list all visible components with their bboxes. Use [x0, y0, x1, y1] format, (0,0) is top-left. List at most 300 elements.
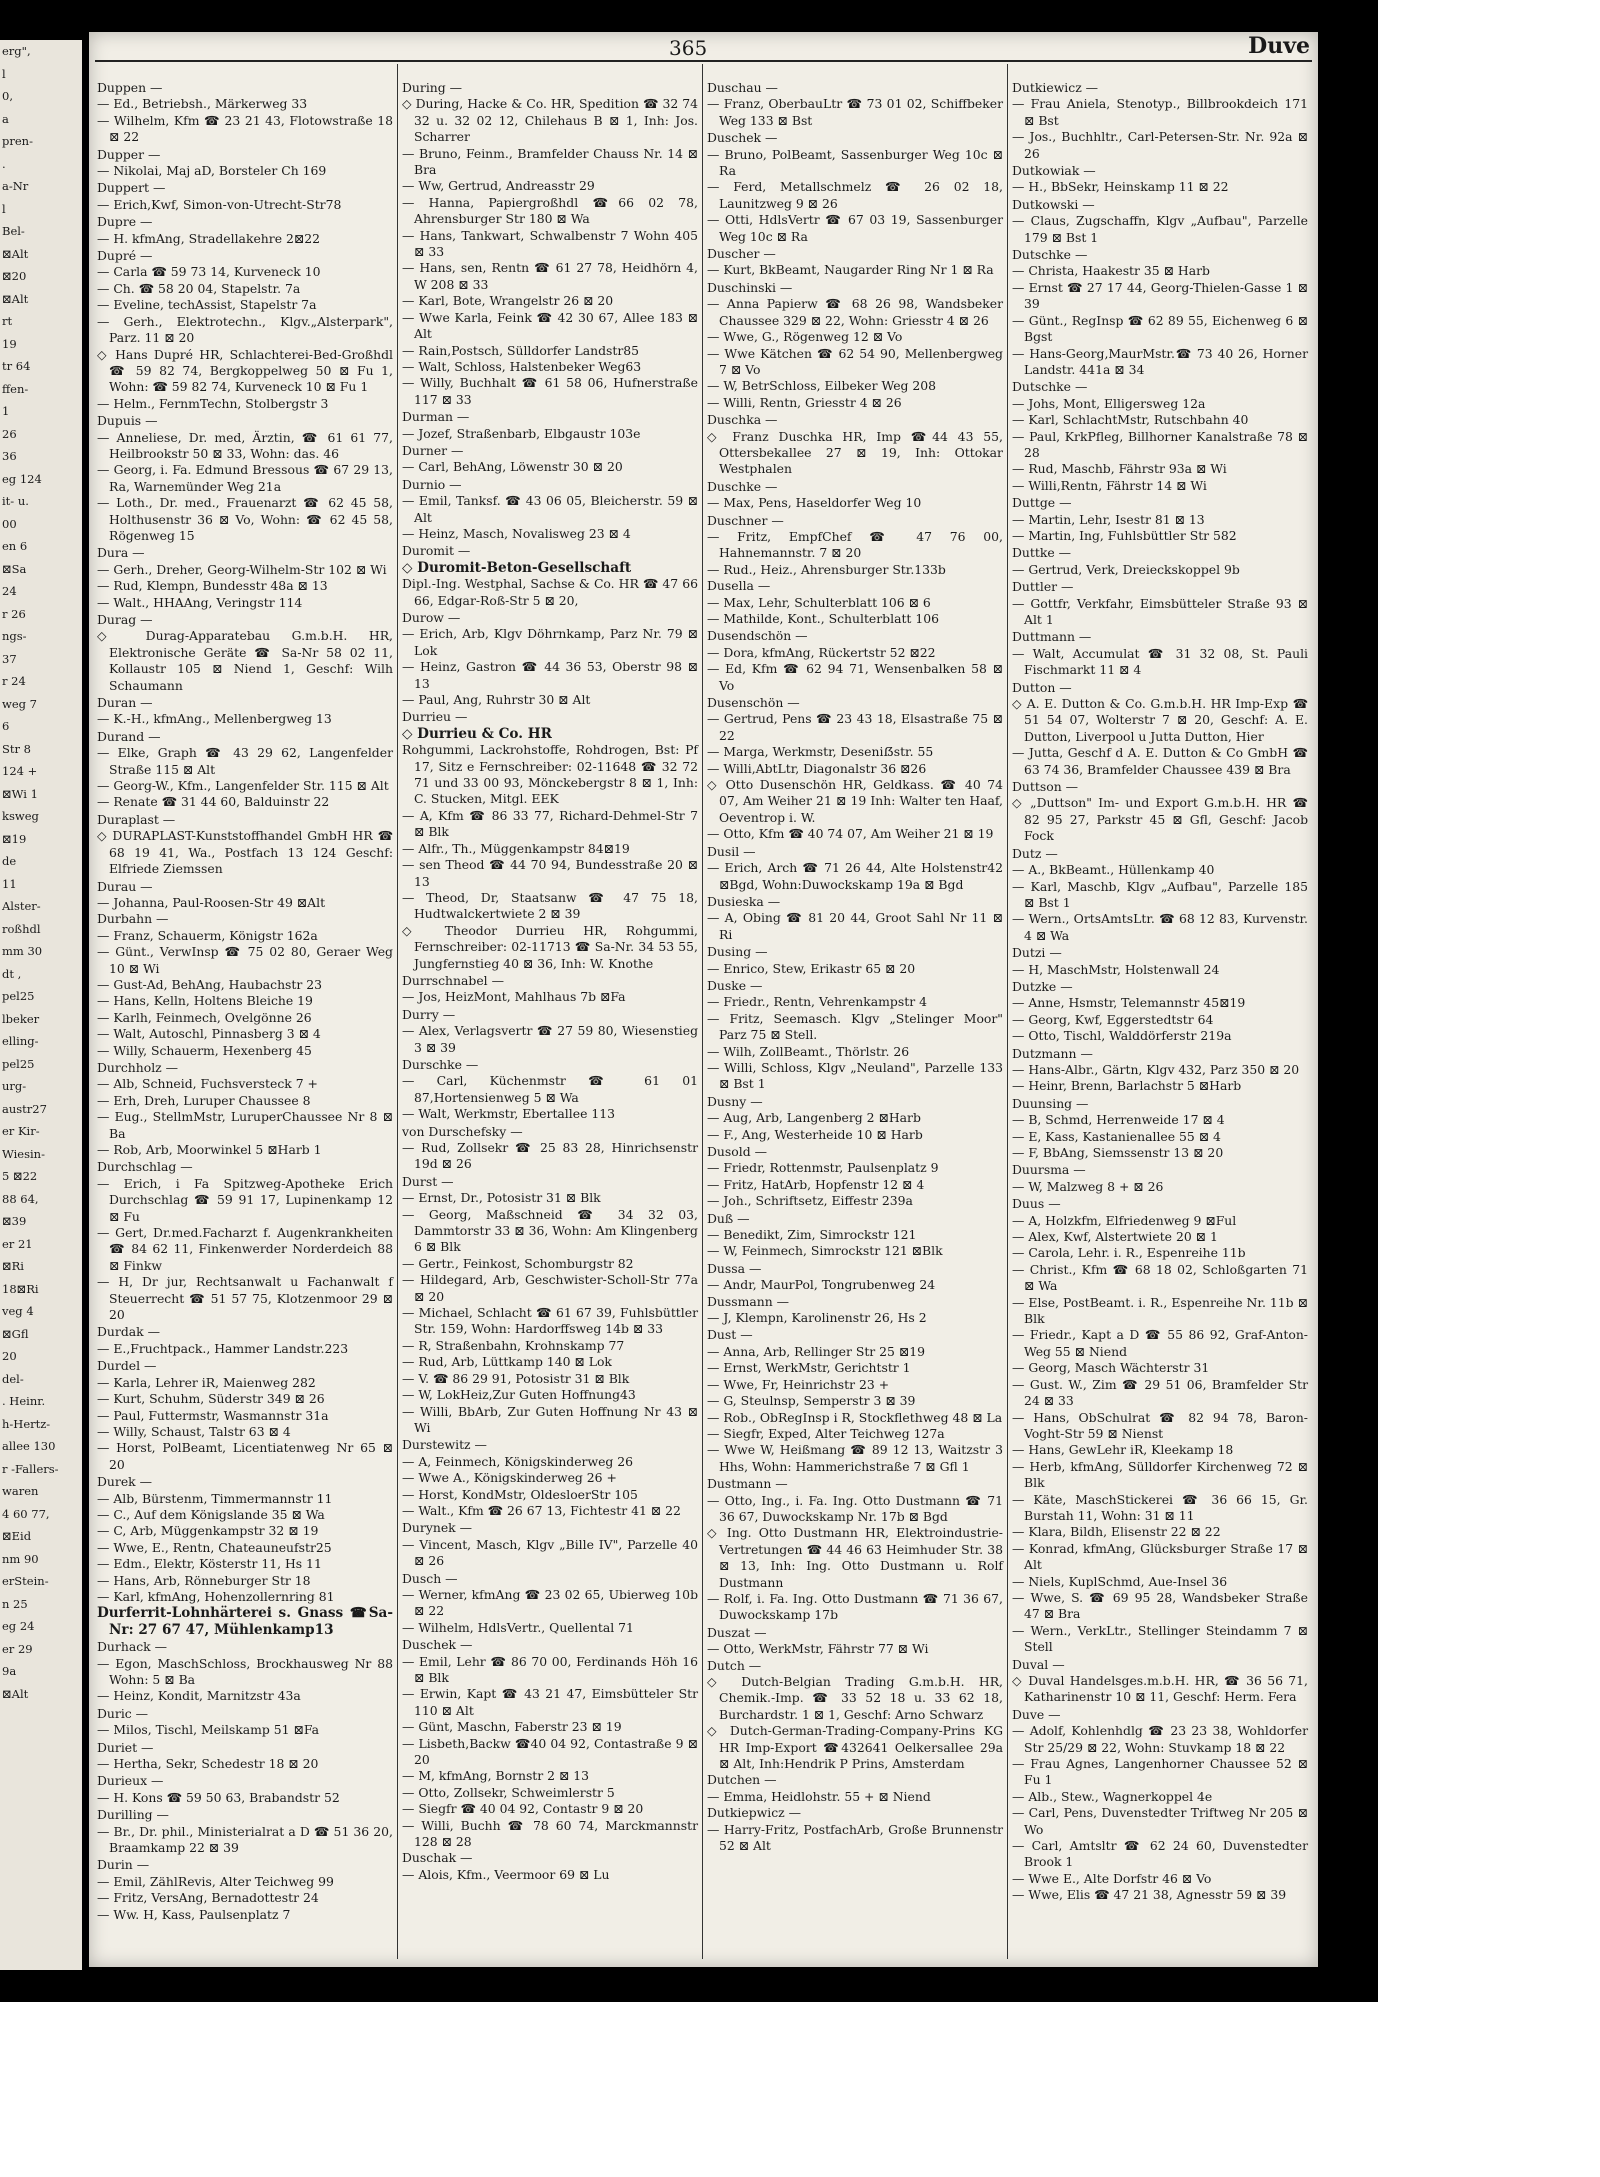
- directory-entry: — W, Feinmech, Simrockstr 121 ⊠Blk: [707, 1243, 943, 1259]
- directory-entry: — Heinz, Gastron ☎ 44 36 53, Oberstr 98 ⊠ 13: [402, 659, 698, 691]
- directory-entry: — Otto, Zollsekr, Schweimlerstr 5: [402, 1784, 615, 1800]
- directory-entry: — Wwe Kätchen ☎ 62 54 90, Mellenbergweg 7 ⊠ Vo: [707, 345, 1003, 377]
- adjacent-page-line: 5 ⊠22: [2, 1169, 38, 1183]
- column-divider: [1007, 64, 1008, 1959]
- directory-entry: — Paul, Ang, Ruhrstr 30 ⊠ Alt: [402, 692, 591, 708]
- directory-entry: — Anneliese, Dr. med, Ärztin, ☎ 61 61 77, Heilbrookstr 50 ⊠ 33, Wohn: das. 46: [97, 429, 393, 461]
- adjacent-page-line: .: [2, 156, 6, 171]
- surname-heading: Duske —: [707, 977, 763, 993]
- directory-entry: — Paul, KrkPfleg, Billhorner Kanalstraße 78 ⊠ 28: [1012, 428, 1308, 460]
- directory-entry: — Horst, PolBeamt, Licentiatenweg Nr 65 ⊠ 20: [97, 1440, 393, 1472]
- directory-entry: — Hertha, Sekr, Schedestr 18 ⊠ 20: [97, 1756, 319, 1772]
- directory-entry: — Max, Pens, Haseldorfer Weg 10: [707, 495, 922, 511]
- surname-heading: Dussmann —: [707, 1293, 790, 1309]
- adjacent-page-line: 00: [2, 516, 17, 531]
- directory-entry: — Hans, sen, Rentn ☎ 61 27 78, Heidhörn 4, W 208 ⊠ 33: [402, 260, 698, 292]
- directory-entry: — Mathilde, Kont., Schulterblatt 106: [707, 611, 940, 626]
- directory-entry: — Emil, Lehr ☎ 86 70 00, Ferdinands Höh 16 ⊠ Blk: [402, 1653, 698, 1685]
- directory-entry: — Nikolai, Maj aD, Borsteler Ch 169: [97, 163, 327, 179]
- surname-heading: Duromit —: [402, 543, 471, 559]
- directory-entry: — Ernst ☎ 27 17 44, Georg-Thielen-Gasse 1 ⊠ 39: [1012, 279, 1308, 312]
- directory-entry: — Willi, Schloss, Klgv „Neuland", Parzelle 133 ⊠ Bst 1: [707, 1059, 1003, 1092]
- adjacent-page-line: ksweg: [2, 809, 39, 823]
- surname-heading: Duraplast —: [97, 811, 176, 827]
- directory-entry: — Max, Lehr, Schulterblatt 106 ⊠ 6: [707, 594, 931, 610]
- surname-heading: Durow —: [402, 610, 461, 625]
- directory-entry: — H. kfmAng, Stradellakehre 2⊠22: [97, 230, 320, 246]
- directory-entry: — H, MaschMstr, Holstenwall 24: [1012, 961, 1220, 977]
- adjacent-page-line: austr27: [2, 1101, 47, 1116]
- directory-entry: — Horst, KondMstr, OldesloerStr 105: [402, 1486, 638, 1502]
- adjacent-page-line: ⊠Alt: [2, 246, 29, 261]
- directory-entry: — W, BetrSchloss, Eilbeker Weg 208: [707, 378, 937, 394]
- directory-entry: — Wilh, ZollBeamt., Thörlstr. 26: [707, 1043, 910, 1059]
- directory-entry: — Heinr, Brenn, Barlachstr 5 ⊠Harb: [1012, 1078, 1242, 1094]
- adjacent-page-line: Str 8: [2, 741, 31, 756]
- adjacent-page-line: weg 7: [2, 696, 37, 711]
- directory-entry: — Willy, Schauerm, Hexenberg 45: [97, 1042, 312, 1058]
- adjacent-page-line: l: [2, 66, 6, 81]
- surname-heading: Durhack —: [97, 1639, 167, 1655]
- directory-entry: — Elke, Graph ☎ 43 29 62, Langenfelder Straße 115 ⊠ Alt: [97, 745, 393, 777]
- adjacent-page-line: 4 60 77,: [2, 1506, 50, 1521]
- directory-entry: — Wwe, Elis ☎ 47 21 38, Agnesstr 59 ⊠ 39: [1012, 1887, 1287, 1903]
- directory-entry: — Friedr., Rentn, Vehrenkampstr 4: [707, 994, 927, 1010]
- directory-entry: — Wern., VerkLtr., Stellinger Steindamm 7 ⊠ Stell: [1012, 1622, 1308, 1655]
- surname-heading: Duttler —: [1012, 579, 1074, 595]
- surname-heading: During —: [402, 80, 463, 95]
- directory-entry: — Gertrud, Verk, Dreieckskoppel 9b: [1012, 561, 1240, 577]
- adjacent-page-line: 18⊠Ri: [2, 1281, 39, 1296]
- column-3: [705, 80, 1005, 1960]
- directory-entry: — Siegfr, Exped, Alter Teichweg 127a: [707, 1425, 945, 1441]
- directory-entry: — Erich,Kwf, Simon-von-Utrecht-Str78: [97, 196, 342, 212]
- surname-heading: Duttge —: [1012, 495, 1072, 511]
- directory-page: [89, 32, 1318, 1967]
- surname-heading: Durner —: [402, 442, 464, 458]
- directory-entry: — Hanna, Papiergroßhdl ☎66 02 78, Ahrensburger Str 180 ⊠ Wa: [402, 194, 698, 227]
- directory-entry: — Bruno, Feinm., Bramfelder Chauss Nr. 14 ⊠ Bra: [402, 145, 698, 178]
- directory-entry: — A, Holzkfm, Elfriedenweg 9 ⊠Ful: [1012, 1212, 1237, 1228]
- surname-heading: Dusil —: [707, 843, 756, 859]
- surname-heading: Duschek —: [707, 130, 778, 146]
- adjacent-page-line: er 29: [2, 1641, 33, 1656]
- directory-entry: — M, kfmAng, Bornstr 2 ⊠ 13: [402, 1768, 590, 1784]
- adjacent-page-line: pel25: [2, 1056, 35, 1071]
- surname-heading: Dutton —: [1012, 679, 1072, 695]
- directory-entry: — Wwe, G., Rögenweg 12 ⊠ Vo: [707, 329, 903, 345]
- surname-heading: Dutkowski —: [1012, 196, 1095, 212]
- directory-entry: — Franz, OberbauLtr ☎ 73 01 02, Schiffbeker Weg 133 ⊠ Bst: [707, 96, 1003, 128]
- adjacent-page-line: de: [2, 854, 17, 868]
- surname-heading: Durdak —: [97, 1324, 160, 1340]
- directory-entry: — Kurt, Schuhm, Süderstr 349 ⊠ 26: [97, 1391, 325, 1407]
- adjacent-page-line: 19: [2, 336, 17, 351]
- directory-entry: — Alb., Stew., Wagnerkoppel 4e: [1012, 1788, 1213, 1804]
- directory-entry: — Karl, SchlachtMstr, Rutschbahn 40: [1012, 412, 1249, 428]
- surname-heading: Duriet —: [97, 1739, 154, 1755]
- firm-entry: ◇ Durrieu & Co. HR: [402, 725, 552, 742]
- surname-heading: Durand —: [97, 728, 161, 744]
- directory-entry: — Enrico, Stew, Erikastr 65 ⊠ 20: [707, 960, 916, 976]
- adjacent-page-line: ⊠Alt: [2, 1686, 29, 1701]
- surname-heading: Durschke —: [402, 1056, 479, 1072]
- directory-entry: — Christa, Haakestr 35 ⊠ Harb: [1012, 263, 1210, 279]
- directory-entry: — Wern., OrtsAmtsLtr. ☎ 68 12 83, Kurvenstr. 4 ⊠ Wa: [1012, 911, 1308, 943]
- directory-entry: ◇ Dutch-German-Trading-Company-Prins KG HR Imp-Export ☎432641 Oelkersallee 29a ⊠ Alt, Inh:Hendrik P Prins, Amsterdam: [707, 1723, 1003, 1772]
- surname-heading: Duschinski —: [707, 279, 793, 295]
- directory-entry: — Kurt, BkBeamt, Naugarder Ring Nr 1 ⊠ Ra: [707, 262, 994, 278]
- surname-heading: Dutch —: [707, 1657, 762, 1673]
- directory-entry: — Erich, Arb, Klgv Döhrnkamp, Parz Nr. 79 ⊠ Lok: [402, 626, 698, 658]
- adjacent-page-line: 24: [2, 584, 17, 598]
- surname-heading: Dutz —: [1012, 845, 1058, 861]
- surname-heading: Durau —: [97, 878, 153, 894]
- directory-entry: Dipl.-Ing. Westphal, Sachse & Co. HR ☎ 47 66 66, Edgar-Roß-Str 5 ⊠ 20,: [402, 576, 698, 608]
- directory-entry: — Edm., Elektr, Kösterstr 11, Hs 11: [97, 1556, 322, 1572]
- directory-entry: ◇ Dutch-Belgian Trading G.m.b.H. HR, Chemik.-Imp. ☎ 33 52 18 u. 33 62 18, Burchardstr. 1 ⊠ 1, Geschf: Arno Schwarz: [707, 1674, 1003, 1722]
- directory-entry: — K.-H., kfmAng., Mellenbergweg 13: [97, 711, 332, 727]
- directory-entry: — Rud, Klempn, Bundesstr 48a ⊠ 13: [97, 578, 328, 594]
- page-header: [89, 32, 1318, 62]
- adjacent-page-line: a-Nr: [2, 179, 29, 193]
- directory-entry: — Wwe Karla, Feink ☎ 42 30 67, Allee 183 ⊠ Alt: [402, 309, 698, 342]
- surname-heading: Dupuis —: [97, 413, 158, 429]
- directory-entry: — Bruno, PolBeamt, Sassenburger Weg 10c ⊠ Ra: [707, 146, 1003, 179]
- directory-entry: — Fritz, HatArb, Hopfenstr 12 ⊠ 4: [707, 1176, 925, 1192]
- surname-heading: Duttke —: [1012, 545, 1072, 561]
- directory-entry: — Alfr., Th., Müggenkampstr 84⊠19: [402, 840, 630, 856]
- adjacent-page-line: en 6: [2, 539, 28, 553]
- directory-entry: — Carl, Küchenmstr ☎ 61 01 87,Hortensienweg 5 ⊠ Wa: [402, 1073, 698, 1105]
- directory-entry: — Friedr., Kapt a D ☎ 55 86 92, Graf-Anton-Weg 55 ⊠ Niend: [1012, 1327, 1308, 1359]
- directory-entry: ◇ A. E. Dutton & Co. G.m.b.H. HR Imp-Exp ☎ 51 54 07, Wolterstr 7 ⊠ 20, Geschf: A. E. Dutton, Liverpool u Jutta Dutton, Hier: [1012, 696, 1308, 744]
- surname-heading: Duschka —: [707, 412, 778, 428]
- adjacent-page-line: 124 +: [2, 764, 38, 778]
- directory-entry: — Karl, Maschb, Klgv „Aufbau", Parzelle 185 ⊠ Bst 1: [1012, 878, 1308, 910]
- adjacent-page-line: l: [2, 201, 6, 216]
- directory-entry: — H., BbSekr, Heinskamp 11 ⊠ 22: [1012, 179, 1229, 195]
- adjacent-page-line: a: [2, 111, 9, 126]
- adjacent-page-line: del-: [2, 1371, 24, 1386]
- adjacent-page-line: . Heinr.: [2, 1394, 46, 1408]
- surname-heading: Durieux —: [97, 1773, 164, 1789]
- directory-entry: ◇ DURAPLAST-Kunststoffhandel GmbH HR ☎ 68 19 41, Wa., Postfach 13 124 Geschf: Elfriede Ziemssen: [97, 828, 393, 877]
- column-1: [95, 80, 395, 1960]
- directory-entry: — J, Klempn, Karolinenstr 26, Hs 2: [707, 1310, 927, 1326]
- adjacent-page-line: eg 124: [2, 471, 42, 486]
- directory-entry: ◇ Durag-Apparatebau G.m.b.H. HR, Elektronische Geräte ☎ Sa-Nr 58 02 11, Kollaustr 105 ⊠ Niend 1, Geschf: Wilh Schaumann: [97, 628, 393, 693]
- directory-entry: — Johs, Mont, Elligersweg 12a: [1012, 395, 1206, 411]
- directory-entry: — Walt, Autoschl, Pinnasberg 3 ⊠ 4: [97, 1026, 321, 1042]
- directory-entry: — Lisbeth,Backw ☎40 04 92, Contastraße 9 ⊠ 20: [402, 1735, 698, 1768]
- surname-heading: Duszat —: [707, 1624, 767, 1640]
- adjacent-page-line: h-Hertz-: [2, 1416, 51, 1431]
- surname-heading: Dust —: [707, 1327, 753, 1343]
- adjacent-page-line: ⊠Wi 1: [2, 786, 38, 801]
- directory-entry: — Adolf, Kohlenhdlg ☎ 23 23 38, Wohldorfer Str 25/29 ⊠ 22, Wohn: Stuvkamp 18 ⊠ 22: [1012, 1723, 1308, 1755]
- directory-entry: Rohgummi, Lackrohstoffe, Rohdrogen, Bst: Pf 17, Sitz e Fernschreiber: 02-11648 ☎ 32 72 71 und 33 00 93, Mönckebergstr 8 ⊠ 1, Inh: C. Stucken, Mitgl. EEK: [402, 742, 698, 807]
- adjacent-page-line: 11: [2, 876, 17, 891]
- directory-entry: — V. ☎ 86 29 91, Potosistr 31 ⊠ Blk: [402, 1370, 630, 1386]
- directory-entry: — Jos., Buchhltr., Carl-Petersen-Str. Nr. 92a ⊠ 26: [1012, 129, 1308, 161]
- directory-entry: — Georg, Kwf, Eggerstedtstr 64: [1012, 1011, 1214, 1027]
- adjacent-page-line: 37: [2, 651, 17, 666]
- directory-entry: — Gerh., Elektrotechn., Klgv.„Alsterpark", Parz. 11 ⊠ 20: [97, 313, 393, 346]
- directory-entry: — Otto, Kfm ☎ 40 74 07, Am Weiher 21 ⊠ 19: [707, 826, 994, 842]
- directory-entry: — Gerh., Dreher, Georg-Wilhelm-Str 102 ⊠ Wi: [97, 561, 387, 577]
- directory-entry: — W, LokHeiz,Zur Guten Hoffnung43: [402, 1387, 636, 1403]
- directory-entry: — Karlh, Feinmech, Ovelgönne 26: [97, 1009, 312, 1025]
- directory-entry: — Carla ☎ 59 73 14, Kurveneck 10: [97, 264, 321, 280]
- directory-entry: — Else, PostBeamt. i. R., Espenreihe Nr. 11b ⊠ Blk: [1012, 1294, 1308, 1327]
- directory-entry: — B, Schmd, Herrenweide 17 ⊠ 4: [1012, 1112, 1225, 1128]
- directory-entry: — Ferd, Metallschmelz ☎ 26 02 18, Launitzweg 9 ⊠ 26: [707, 179, 1003, 211]
- directory-entry: — Hildegard, Arb, Geschwister-Scholl-Str 77a ⊠ 20: [402, 1272, 698, 1304]
- adjacent-page-line: allee 130: [2, 1439, 56, 1453]
- surname-heading: Durrieu —: [402, 709, 468, 725]
- surname-heading: Dura —: [97, 545, 145, 561]
- surname-heading: Duppen —: [97, 80, 163, 95]
- adjacent-page-line: eg 24: [2, 1619, 35, 1633]
- directory-entry: — Walt, Accumulat ☎ 31 32 08, St. Pauli Fischmarkt 11 ⊠ 4: [1012, 645, 1308, 678]
- directory-entry: — Georg, Masch Wächterstr 31: [1012, 1360, 1210, 1376]
- surname-heading: von Durschefsky —: [402, 1123, 523, 1139]
- directory-entry: — Christ., Kfm ☎ 68 18 02, Schloßgarten 71 ⊠ Wa: [1012, 1261, 1308, 1294]
- surname-heading: Dutschke —: [1012, 379, 1088, 395]
- column-divider: [702, 64, 703, 1959]
- directory-entry: — Ww, Gertrud, Andreasstr 29: [402, 178, 595, 194]
- adjacent-page-line: tr 64: [2, 359, 31, 373]
- surname-heading: Dupre —: [97, 214, 153, 230]
- surname-heading: Dusenschön —: [707, 695, 800, 711]
- directory-entry: ◇ Otto Dusenschön HR, Geldkass. ☎ 40 74 07, Am Weiher 21 ⊠ 19 Inh: Walter ten Haaf, Oeventrop i. W.: [707, 777, 1003, 825]
- directory-entry: — Ch. ☎ 58 20 04, Stapelstr. 7a: [97, 280, 301, 296]
- running-head: Duve: [1248, 33, 1310, 59]
- page-number: 365: [669, 36, 708, 60]
- directory-entry: — Ernst, WerkMstr, Gerichtstr 1: [707, 1360, 911, 1376]
- directory-entry: — Alex, Verlagsvertr ☎ 27 59 80, Wiesenstieg 3 ⊠ 39: [402, 1023, 698, 1055]
- adjacent-page-line: erg",: [2, 44, 31, 58]
- directory-entry: — A, Kfm ☎ 86 33 77, Richard-Dehmel-Str 7 ⊠ Blk: [402, 807, 698, 840]
- adjacent-page-line: ⊠39: [2, 1214, 27, 1228]
- directory-entry: — Willi,Rentn, Fährstr 14 ⊠ Wi: [1012, 477, 1207, 493]
- directory-entry: — Hans, Kelln, Holtens Bleiche 19: [97, 993, 313, 1009]
- directory-entry: — Hans-Georg,MaurMstr.☎ 73 40 26, Horner Landstr. 441a ⊠ 34: [1012, 345, 1308, 377]
- adjacent-page-line: nm 90: [2, 1551, 39, 1566]
- directory-entry: — Carola, Lehr. i. R., Espenreihe 11b: [1012, 1245, 1246, 1261]
- adjacent-page-line: er Kir-: [2, 1124, 40, 1138]
- adjacent-page-line: 88 64,: [2, 1191, 39, 1206]
- directory-entry: — Br., Dr. phil., Ministerialrat a D ☎ 51 36 20, Braamkamp 22 ⊠ 39: [97, 1823, 393, 1856]
- directory-entry: — Gust-Ad, BehAng, Haubachstr 23: [97, 976, 323, 992]
- directory-entry: — Werner, kfmAng ☎ 23 02 65, Ubierweg 10b ⊠ 22: [402, 1586, 698, 1619]
- adjacent-page-line: roßhdl: [2, 921, 41, 936]
- directory-entry: — Walt, Werkmstr, Ebertallee 113: [402, 1106, 615, 1122]
- directory-entry: — Willi, BbArb, Zur Guten Hoffnung Nr 43 ⊠ Wi: [402, 1403, 698, 1435]
- directory-entry: — Alb, Bürstenm, Timmermannstr 11: [97, 1490, 333, 1506]
- directory-entry: — Günt., RegInsp ☎ 62 89 55, Eichenweg 6 ⊠ Bgst: [1012, 312, 1308, 345]
- surname-heading: Durchholz —: [97, 1059, 179, 1075]
- directory-entry: — Rob., ObRegInsp i R, Stockflethweg 48 ⊠ La: [707, 1409, 1003, 1425]
- surname-heading: Durst —: [402, 1173, 454, 1189]
- surname-heading: Duval —: [1012, 1656, 1065, 1672]
- adjacent-page-line: ⊠Gfl: [2, 1326, 29, 1341]
- directory-entry: — Alb, Schneid, Fuchsversteck 7 +: [97, 1076, 318, 1092]
- surname-heading: Durry —: [402, 1006, 456, 1022]
- directory-entry: — Erich, Arch ☎ 71 26 44, Alte Holstenstr42 ⊠Bgd, Wohn:Duwockskamp 19a ⊠ Bgd: [707, 860, 1003, 892]
- column-2: [400, 80, 700, 1960]
- adjacent-page-line: ⊠Sa: [2, 561, 27, 576]
- adjacent-page-line: r 26: [2, 606, 26, 621]
- adjacent-page-line: elling-: [2, 1034, 39, 1048]
- directory-entry: — Konrad, kfmAng, Glücksburger Straße 17 ⊠ Alt: [1012, 1540, 1308, 1573]
- directory-entry: — W, Malzweg 8 + ⊠ 26: [1012, 1178, 1164, 1194]
- adjacent-page-line: r 24: [2, 674, 26, 688]
- directory-entry: — Otto, Ing., i. Fa. Ing. Otto Dustmann ☎ 71 36 67, Duwockskamp Nr. 17b ⊠ Bgd: [707, 1492, 1003, 1524]
- directory-entry: — Claus, Zugschaffn, Klgv „Aufbau", Parzelle 179 ⊠ Bst 1: [1012, 213, 1308, 245]
- adjacent-page-line: ⊠20: [2, 269, 27, 283]
- directory-entry: ◇ Theodor Durrieu HR, Rohgummi, Fernschreiber: 02-11713 ☎ Sa-Nr. 34 53 55, Jungfernstieg 40 ⊠ 36, Inh: W. Knothe: [402, 922, 698, 971]
- surname-heading: Duunsing —: [1012, 1095, 1089, 1111]
- directory-entry: — Loth., Dr. med., Frauenarzt ☎ 62 45 58, Holthusenstr 36 ⊠ Vo, Wohn: ☎ 62 45 58, Rögenweg 15: [97, 495, 393, 543]
- directory-entry: — Siegfr ☎ 40 04 92, Contastr 9 ⊠ 20: [402, 1801, 644, 1817]
- directory-entry: — Theod, Dr, Staatsanw ☎ 47 75 18, Hudtwalckertwiete 2 ⊠ 39: [402, 889, 698, 922]
- adjacent-page-line: mm 30: [2, 944, 43, 958]
- directory-entry: — E.,Fruchtpack., Hammer Landstr.223: [97, 1340, 349, 1356]
- adjacent-page-line: ngs-: [2, 629, 27, 643]
- directory-entry: — Hans-Albr., Gärtn, Klgv 432, Parz 350 ⊠ 20: [1012, 1061, 1300, 1077]
- adjacent-page-line: Bel-: [2, 224, 25, 238]
- surname-heading: Duppert —: [97, 180, 166, 196]
- firm-entry: ◇ Duromit-Beton-Gesellschaft: [402, 559, 632, 576]
- directory-entry: — Willi, Rentn, Griesstr 4 ⊠ 26: [707, 394, 902, 410]
- directory-entry: — Aug, Arb, Langenberg 2 ⊠Harb: [707, 1110, 921, 1126]
- adjacent-page-strip: [0, 40, 82, 1970]
- directory-entry: — Egon, MaschSchloss, Brockhausweg Nr 88 Wohn: 5 ⊠ Ba: [97, 1655, 393, 1687]
- directory-entry: — Rud, Arb, Lüttkamp 140 ⊠ Lok: [402, 1354, 612, 1370]
- adjacent-page-line: r -Fallers-: [2, 1461, 59, 1476]
- directory-entry: — H. Kons ☎ 59 50 63, Brabandstr 52: [97, 1789, 340, 1805]
- directory-entry: — Gertr., Feinkost, Schomburgstr 82: [402, 1255, 634, 1271]
- surname-heading: Dusch —: [402, 1570, 458, 1586]
- adjacent-page-line: 9a: [2, 1664, 17, 1678]
- directory-entry: — Karla, Lehrer iR, Maienweg 282: [97, 1374, 316, 1390]
- directory-entry: — Rain,Postsch, Sülldorfer Landstr85: [402, 342, 640, 358]
- directory-entry: — Karl, kfmAng, Hohenzollernring 81: [97, 1588, 335, 1604]
- adjacent-page-line: ⊠19: [2, 831, 27, 846]
- directory-entry: — Georg-W., Kfm., Langenfelder Str. 115 ⊠ Alt: [97, 778, 389, 794]
- surname-heading: Duric —: [97, 1705, 149, 1721]
- surname-heading: Durynek —: [402, 1520, 472, 1536]
- directory-entry: — Wilhelm, HdlsVertr., Quellental 71: [402, 1619, 634, 1635]
- directory-entry: — Anne, Hsmstr, Telemannstr 45⊠19: [1012, 995, 1246, 1011]
- directory-entry: — Joh., Schriftsetz, Eiffestr 239a: [707, 1193, 913, 1209]
- surname-heading: Dusny —: [707, 1093, 763, 1109]
- directory-entry: — Käte, MaschStickerei ☎ 36 66 15, Gr. Burstah 11, Wohn: 31 ⊠ 11: [1012, 1491, 1308, 1523]
- directory-entry: ◇ Hans Dupré HR, Schlachterei-Bed-Großhdl ☎ 59 82 74, Bergkoppelweg 50 ⊠ Fu 1, Wohn: ☎ 59 82 74, Kurveneck 10 ⊠ Fu 1: [97, 346, 393, 395]
- directory-entry: — A., BkBeamt., Hüllenkamp 40: [1012, 862, 1215, 878]
- surname-heading: Dusendschön —: [707, 628, 808, 644]
- surname-heading: Duttmann —: [1012, 629, 1092, 645]
- directory-entry: — C., Auf dem Königslande 35 ⊠ Wa: [97, 1506, 325, 1522]
- adjacent-page-line: ffen-: [2, 381, 29, 396]
- directory-entry: — Ed, Kfm ☎ 62 94 71, Wensenbalken 58 ⊠ Vo: [707, 661, 1003, 693]
- directory-entry: — Willy, Schaust, Talstr 63 ⊠ 4: [97, 1423, 291, 1439]
- surname-heading: Dutchen —: [707, 1772, 777, 1788]
- adjacent-page-line: rt: [2, 314, 13, 328]
- surname-heading: Dusold —: [707, 1144, 767, 1159]
- surname-heading: Dupper —: [97, 146, 161, 162]
- adjacent-page-line: 0,: [2, 89, 13, 103]
- column-divider: [397, 64, 398, 1959]
- directory-entry: — Walt., Kfm ☎ 26 67 13, Fichtestr 41 ⊠ 22: [402, 1502, 681, 1518]
- directory-entry: — Fritz, Seemasch. Klgv „Stelinger Moor" Parz 75 ⊠ Stell.: [707, 1010, 1003, 1043]
- surname-heading: Duschke —: [707, 478, 778, 494]
- adjacent-page-line: dt ,: [2, 966, 22, 981]
- directory-entry: — Gertrud, Pens ☎ 23 43 18, Elsastraße 75 ⊠ 22: [707, 711, 1003, 743]
- directory-entry: — Fritz, VersAng, Bernadottestr 24: [97, 1890, 319, 1906]
- directory-entry: — Ed., Betriebsh., Märkerweg 33: [97, 96, 308, 112]
- directory-entry: — Erich, i Fa Spitzweg-Apotheke Erich Durchschlag ☎ 59 91 17, Lupinenkamp 12 ⊠ Fu: [97, 1175, 393, 1224]
- adjacent-page-line: 1: [2, 404, 10, 418]
- directory-entry: ◇ Duval Handelsges.m.b.H. HR, ☎ 36 56 71, Katharinenstr 10 ⊠ 11, Geschf: Herm. Fera: [1012, 1673, 1308, 1705]
- directory-entry: ◇ Ing. Otto Dustmann HR, Elektroindustrie-Vertretungen ☎ 44 46 63 Heimhuder Str. 38 ⊠ 13, Inh: Ing. Otto Dustmann u. Rolf Dustmann: [707, 1525, 1003, 1590]
- directory-entry: — Hans, Tankwart, Schwalbenstr 7 Wohn 405 ⊠ 33: [402, 227, 698, 260]
- surname-heading: Duß —: [707, 1210, 750, 1226]
- surname-heading: Duschau —: [707, 80, 778, 95]
- surname-heading: Durstewitz —: [402, 1437, 487, 1453]
- directory-entry: — Wwe, Fr, Heinrichstr 23 +: [707, 1376, 890, 1392]
- directory-entry: — Eug., StellmMstr, LuruperChaussee Nr 8 ⊠ Ba: [97, 1109, 393, 1141]
- directory-entry: — Emil, ZählRevis, Alter Teichweg 99: [97, 1873, 334, 1889]
- surname-heading: Dussa —: [707, 1260, 762, 1276]
- directory-entry: — Willi,AbtLtr, Diagonalstr 36 ⊠26: [707, 760, 927, 776]
- directory-entry: — Hans, GewLehr iR, Kleekamp 18: [1012, 1442, 1234, 1458]
- directory-entry: — Benedikt, Zim, Simrockstr 121: [707, 1227, 917, 1243]
- directory-entry: — Wilhelm, Kfm ☎ 23 21 43, Flotowstraße 18 ⊠ 22: [97, 112, 393, 145]
- surname-heading: Duve —: [1012, 1706, 1061, 1722]
- directory-entry: — Günt, Maschn, Faberstr 23 ⊠ 19: [402, 1719, 622, 1735]
- directory-entry: — Carl, Amtsltr ☎ 62 24 60, Duvenstedter Brook 1: [1012, 1838, 1308, 1870]
- column-4: [1010, 80, 1310, 1960]
- surname-heading: Dutkiepwicz —: [707, 1805, 801, 1821]
- adjacent-page-line: 26: [2, 426, 17, 441]
- surname-heading: Duscher —: [707, 246, 776, 262]
- surname-heading: Durman —: [402, 409, 470, 425]
- directory-entry: — Rolf, i. Fa. Ing. Otto Dustmann ☎ 71 36 67, Duwockskamp 17b: [707, 1590, 1003, 1623]
- adjacent-page-line: ⊠Alt: [2, 291, 29, 306]
- surname-heading: Duschak —: [402, 1850, 473, 1866]
- directory-entry: — Martin, Lehr, Isestr 81 ⊠ 13: [1012, 511, 1205, 527]
- adjacent-page-line: 6: [2, 719, 10, 733]
- directory-entry: — C, Arb, Müggenkampstr 32 ⊠ 19: [97, 1523, 319, 1539]
- directory-entry: — Willi, Buchh ☎ 78 60 74, Marckmannstr 128 ⊠ 28: [402, 1817, 698, 1850]
- directory-entry: ◇ During, Hacke & Co. HR, Spedition ☎ 32 74 32 u. 32 02 12, Chilehaus B ⊠ 1, Inh: Jos. Scharrer: [402, 96, 698, 145]
- directory-entry: — Wwe W, Heißmang ☎ 89 12 13, Waitzstr 3 Hhs, Wohn: Hammerichstraße 7 ⊠ Gfl 1: [707, 1442, 1003, 1474]
- adjacent-page-line: Wiesin-: [2, 1146, 45, 1161]
- directory-entry: — G, Steulnsp, Semperstr 3 ⊠ 39: [707, 1393, 916, 1409]
- adjacent-page-line: 36: [2, 449, 17, 463]
- directory-entry: ◇ „Duttson" Im- und Export G.m.b.H. HR ☎ 82 95 27, Parkstr 45 ⊠ Gfl, Geschf: Jacob Fock: [1012, 795, 1308, 844]
- directory-entry: — Klara, Bildh, Elisenstr 22 ⊠ 22: [1012, 1524, 1221, 1540]
- directory-entry: — A, Feinmech, Königskinderweg 26: [402, 1453, 634, 1469]
- surname-heading: Dutschke —: [1012, 247, 1088, 263]
- directory-entry: — Otto, WerkMstr, Fährstr 77 ⊠ Wi: [707, 1641, 929, 1657]
- directory-entry: — Carl, Pens, Duvenstedter Triftweg Nr 205 ⊠ Wo: [1012, 1805, 1308, 1837]
- directory-entry: — Otti, HdlsVertr ☎ 67 03 19, Sassenburger Weg 10c ⊠ Ra: [707, 212, 1003, 244]
- surname-heading: Durchschlag —: [97, 1159, 193, 1175]
